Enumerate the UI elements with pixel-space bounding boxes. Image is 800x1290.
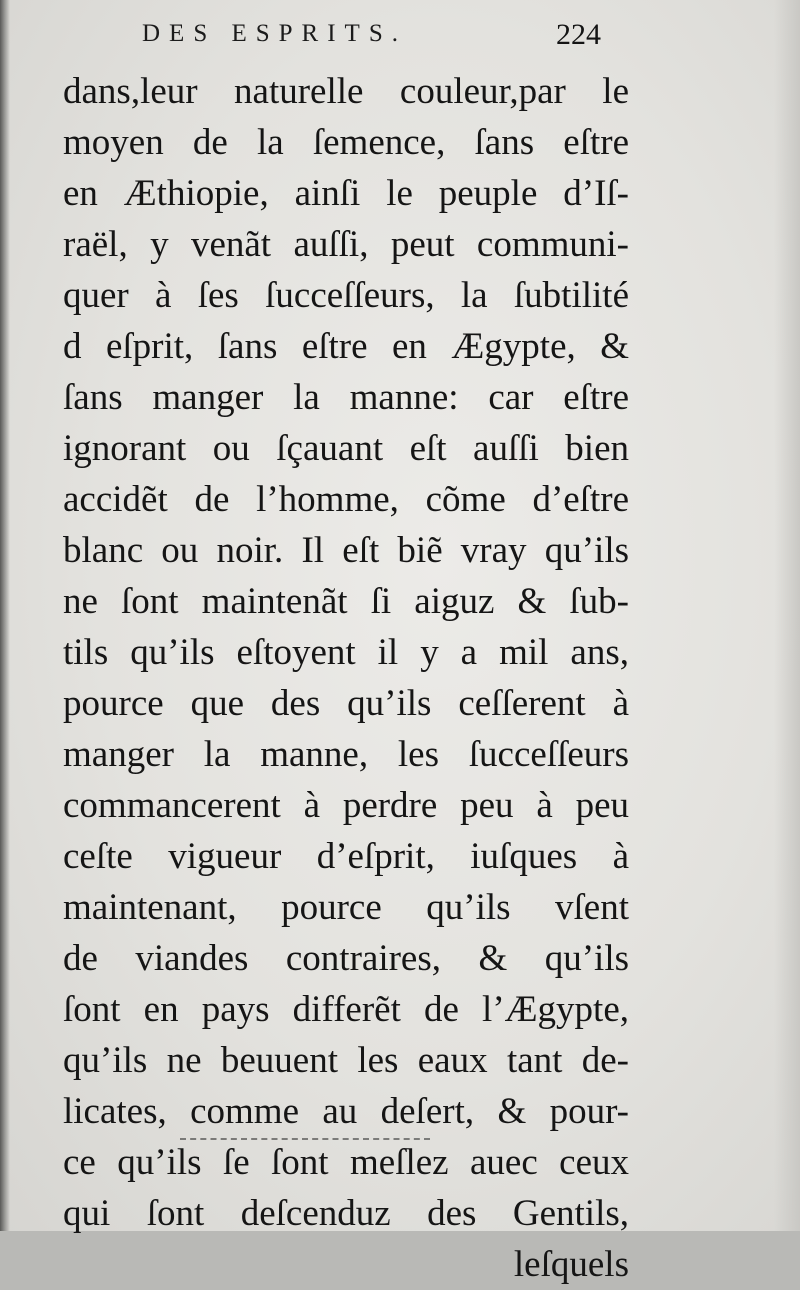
text-line: ne ſont maintenãt ſi aiguz & ſub- bbox=[63, 581, 629, 622]
binding-gutter-shadow bbox=[0, 0, 10, 1231]
text-line: maintenant, pource qu’ils vſent bbox=[63, 887, 629, 928]
text-line: ſont en pays differẽt de l’Ægypte, bbox=[63, 989, 629, 1030]
catchword: leſquels bbox=[513, 1244, 629, 1285]
text-line: commancerent à perdre peu à peu bbox=[63, 785, 629, 826]
page-header bbox=[142, 20, 622, 60]
text-line: licates, comme au deſert, & pour- bbox=[63, 1091, 629, 1132]
text-line: en Æthiopie, ainſi le peuple d’Iſ- bbox=[63, 173, 629, 214]
text-line: qu’ils ne beuuent les eaux tant de- bbox=[63, 1040, 629, 1081]
bleed-through-rule bbox=[180, 1138, 430, 1140]
text-line: quer à ſes ſucceſſeurs, la ſubtilité bbox=[63, 275, 629, 316]
text-line: raël, y venãt auſſi, peut communi- bbox=[63, 224, 629, 265]
text-line: dans,leur naturelle couleur,par le bbox=[63, 71, 629, 112]
text-line: accidẽt de l’homme, cõme d’eſtre bbox=[63, 479, 629, 520]
text-line: ce qu’ils ſe ſont meſlez auec ceux bbox=[63, 1142, 629, 1183]
text-line: moyen de la ſemence, ſans eſtre bbox=[63, 122, 629, 163]
text-line: tils qu’ils eſtoyent il y a mil ans, bbox=[63, 632, 629, 673]
page-number: 224 bbox=[556, 18, 601, 51]
text-line: ſans manger la manne: car eſtre bbox=[63, 377, 629, 418]
text-line: qui ſont deſcenduz des Gentils, bbox=[63, 1193, 629, 1234]
text-line: d eſprit, ſans eſtre en Ægypte, & bbox=[63, 326, 629, 367]
running-head: DES ESPRITS. bbox=[142, 20, 407, 47]
page-edge-shadow bbox=[774, 0, 800, 1231]
text-line: manger la manne, les ſucceſſeurs bbox=[63, 734, 629, 775]
text-line: de viandes contraires, & qu’ils bbox=[63, 938, 629, 979]
text-line: pource que des qu’ils ceſſerent à bbox=[63, 683, 629, 724]
body-text bbox=[63, 66, 629, 1290]
text-line: blanc ou noir. Il eſt biẽ vray qu’ils bbox=[63, 530, 629, 571]
text-line: ceſte vigueur d’eſprit, iuſques à bbox=[63, 836, 629, 877]
text-line: ignorant ou ſçauant eſt auſſi bien bbox=[63, 428, 629, 469]
